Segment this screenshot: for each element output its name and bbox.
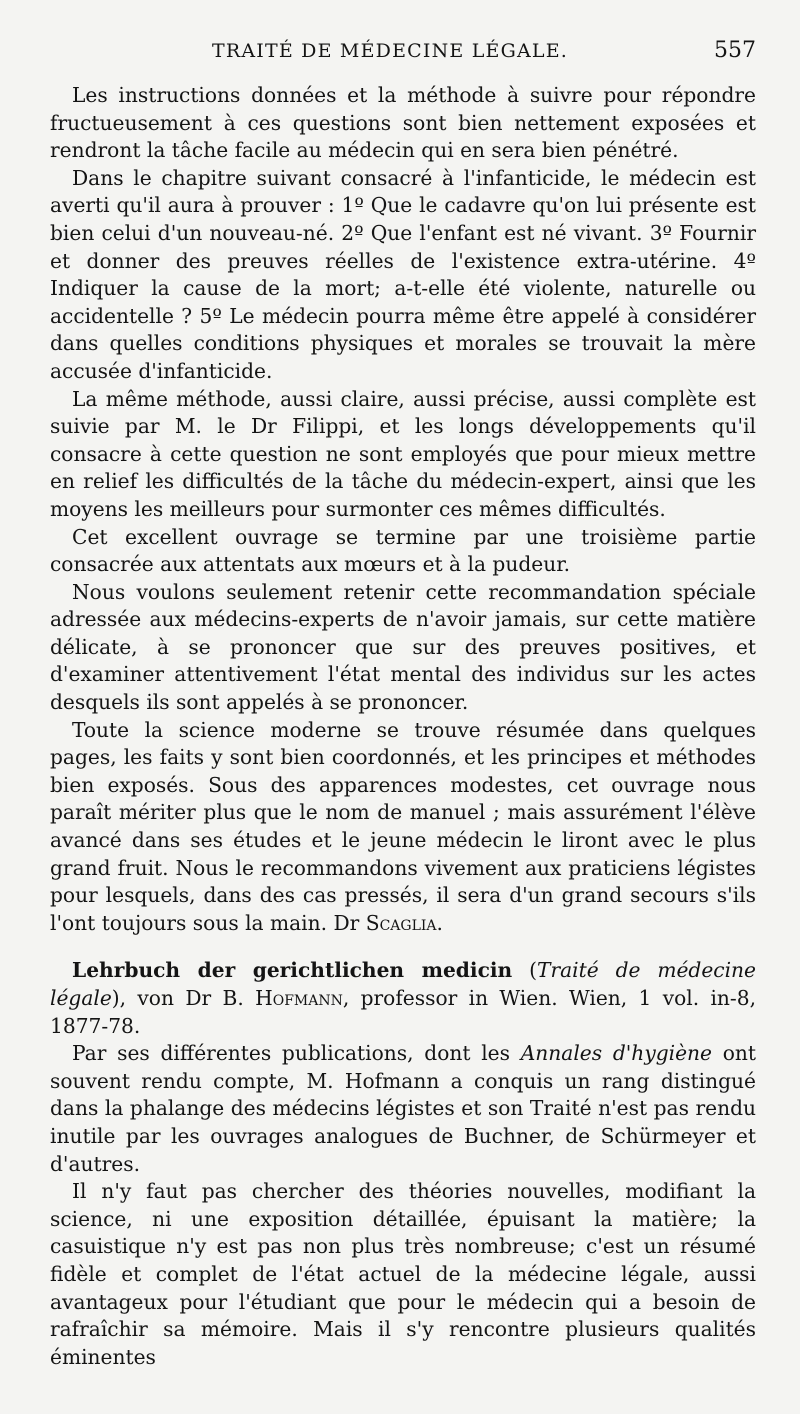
review-author-title: Dr (185, 986, 212, 1010)
paragraph: Dans le chapitre suivant consacré à l'infanticide, le médecin est averti qu'il aura à prouver : 1º Que le cadavre qu'on lui présente est bien celui d'un nouveau-né. 2º Que l'enfant est né vivant. 3º Fournir et donner des preuves réelles de l'existence extra-utérine. 4º Indiquer la cause de la mort; a-t-elle été violente, naturelle ou accidentelle ? 5º Le médecin pourra même être appelé à considérer dans quelles conditions physiques et morales se trouvait la mère accusée d'infanticide. (50, 165, 756, 383)
page-header (50, 34, 756, 78)
review-author-name: Hofmann (255, 986, 343, 1010)
paragraph: Cet excellent ouvrage se termine par une troisième partie consacrée aux attentats aux mœurs et à la pudeur. (50, 524, 756, 577)
closing-paragraph-text: Toute la science moderne se trouve résumée dans quelques pages, les faits y sont bien coordonnés, et les principes et méthodes bien exposés. Sous des apparences modestes, cet ouvrage nous paraît mériter plus que le nom de manuel ; mais assurément l'élève avancé dans ses études et le jeune médecin le liront avec le plus grand fruit. Nous le recommandons vivement aux praticiens légistes pour lesquels, dans des cas pressés, il sera d'un grand secours s'ils l'ont toujours sous la main. (50, 717, 756, 935)
review-author-initial: B. (222, 986, 244, 1010)
paragraph: Les instructions données et la méthode à suivre pour répondre fructueusement à ces questions sont bien nettement exposées et rendront la tâche facile au médecin qui en sera bien pénétré. (50, 83, 756, 163)
running-title: TRAITÉ DE MÉDECINE LÉGALE. (212, 40, 569, 62)
review-paragraph: Il n'y faut pas chercher des théories nouvelles, modifiant la science, ni une exposition détaillée, épuisant la matière; la casuistique n'y est pas non plus très nombreuse; c'est un résumé fidèle et complet de l'état actuel de la médecine légale, aussi avantageux pour l'étudiant que pour le médecin qui a besoin de rafraîchir sa mémoire. Mais il s'y rencontre plusieurs qualités éminentes (50, 1179, 756, 1369)
review-book-title: Lehrbuch der gerichtlichen medicin (72, 958, 513, 983)
page-number: 557 (714, 38, 756, 63)
review-text-after: ont souvent rendu compte, M. Hofmann a conquis un rang distingué dans la phalange des médecins légistes et son Traité n'est pas rendu inutile par les ouvrages analogues de Buchner, de Schürmeyer et d'autres. (50, 1041, 757, 1176)
review-text-before: Par ses différentes publications, dont les (72, 1041, 521, 1066)
paragraph: Nous voulons seulement retenir cette recommandation spéciale adressée aux médecins-experts de n'avoir jamais, sur cette matière délicate, à se prononcer que sur des preuves positives, et d'examiner attentivement l'état mental des individus sur les actes desquels ils sont appelés à se prononcer. (50, 579, 756, 715)
body-text (50, 82, 756, 1371)
signature-name: Scaglia. (365, 910, 443, 935)
signature-title: Dr (333, 910, 360, 935)
journal-title: Annales d'hygiène (520, 1041, 712, 1066)
review-paragraph (50, 1040, 756, 1178)
review-details: , professor in Wien. Wien, 1 vol. in-8, 1877-78. (50, 986, 757, 1038)
review-entry-heading: Lehrbuch der gerichtlichen medicin (Traité de médecine légale), von Dr B. Hofmann, professor in Wien. Wien, 1 vol. in-8, 1877-78. (50, 958, 757, 1038)
review-by: von (137, 986, 174, 1010)
closing-paragraph (50, 717, 756, 938)
review-translation: Traité de médecine légale (50, 958, 757, 1010)
paragraph: La même méthode, aussi claire, aussi précise, aussi complète est suivie par M. le Dr Filippi, et les longs développements qu'il consacre à cette question ne sont employés que pour mieux mettre en relief les difficultés de la tâche du médecin-expert, ainsi que les moyens les meilleurs pour surmonter ces mêmes difficultés. (50, 386, 756, 521)
signature (333, 911, 442, 935)
